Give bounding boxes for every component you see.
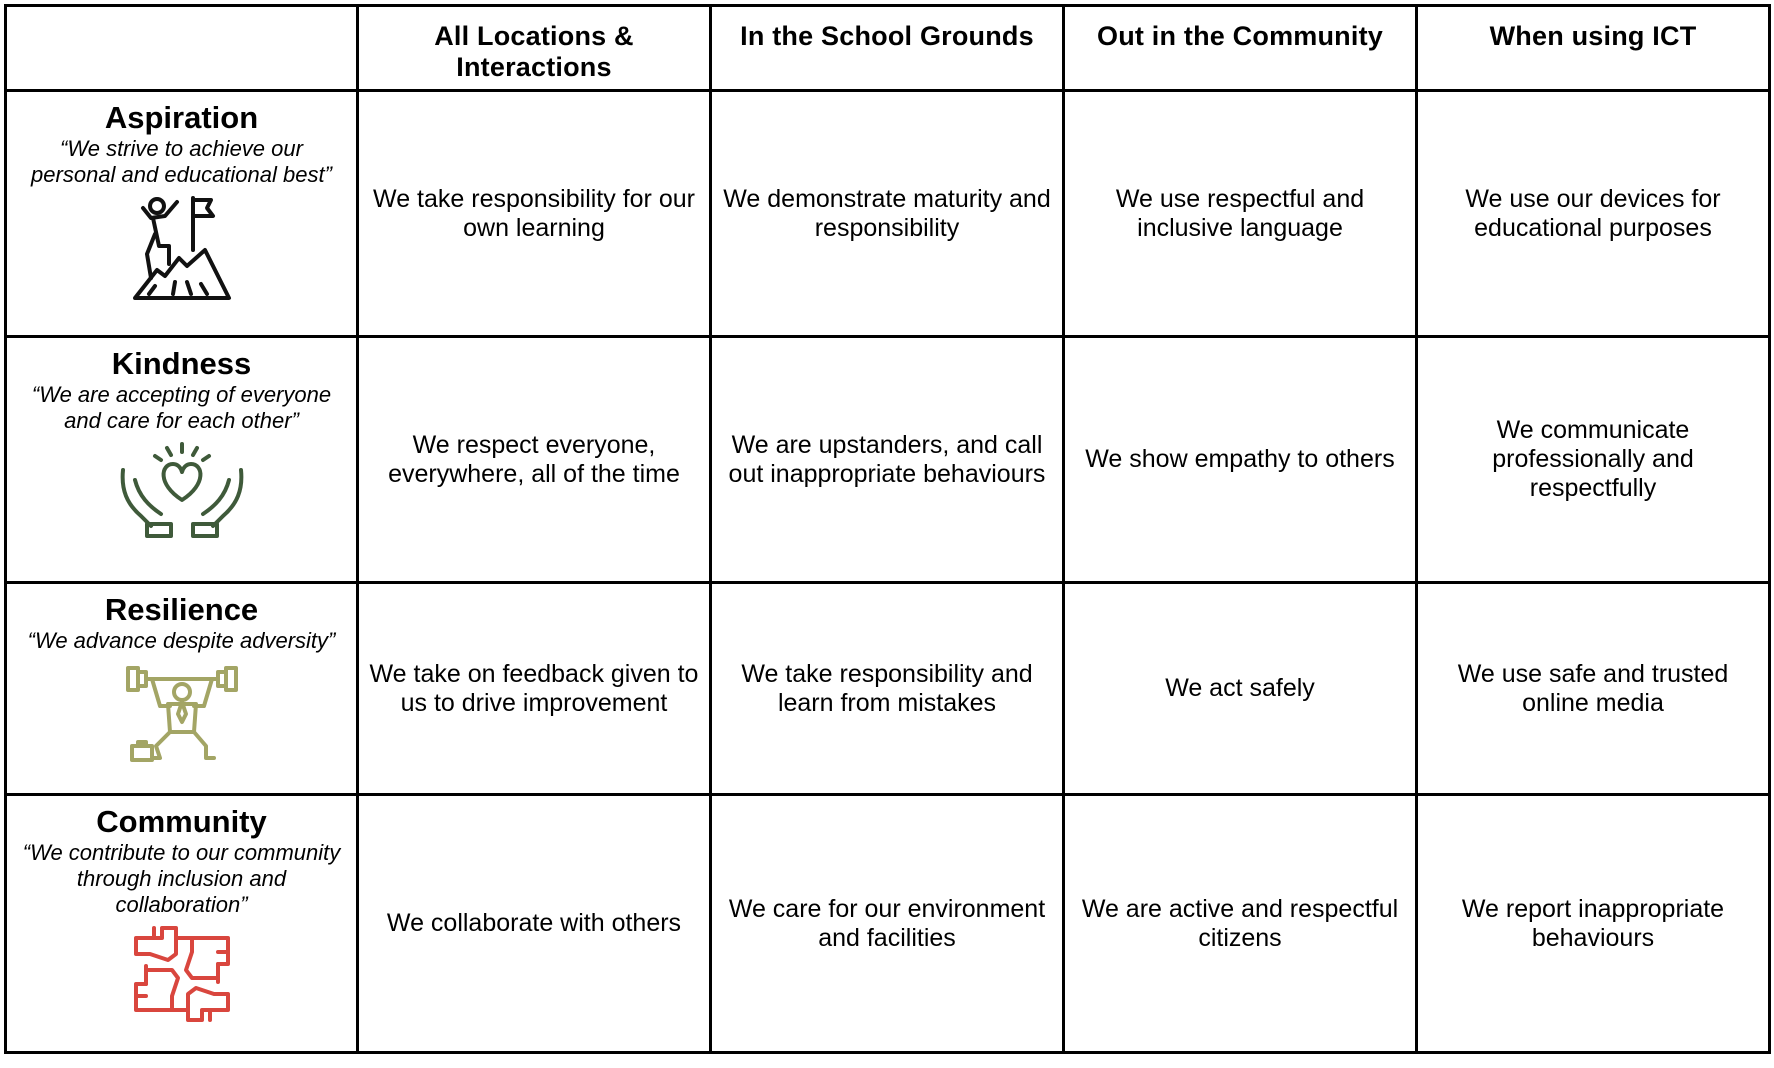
cell-kindness-ict: We communicate professionally and respectfully [1417, 337, 1770, 583]
linked-hands-icon [132, 924, 232, 1024]
weightlifter-icon [122, 660, 242, 764]
value-name: Aspiration [104, 100, 259, 135]
cell-kindness-all-locations: We respect everyone, everywhere, all of the time [358, 337, 711, 583]
cell-resilience-community: We act safely [1064, 583, 1417, 795]
value-name: Community [96, 804, 267, 839]
value-name: Resilience [104, 592, 259, 627]
value-cell-community [6, 795, 358, 1053]
header-school-grounds: In the School Grounds [711, 6, 1064, 91]
cell-community-all-locations: We collaborate with others [358, 795, 711, 1053]
value-cell-resilience [6, 583, 358, 795]
hands-heart-icon [117, 440, 247, 544]
value-cell-kindness [6, 337, 358, 583]
cell-aspiration-school-grounds: We demonstrate maturity and responsibility [711, 91, 1064, 337]
value-quote: “We strive to achieve our personal and educational best” [31, 136, 332, 187]
cell-resilience-school-grounds: We take responsibility and learn from mistakes [711, 583, 1064, 795]
value-name: Kindness [111, 346, 252, 381]
cell-kindness-community: We show empathy to others [1064, 337, 1417, 583]
value-quote: “We are accepting of everyone and care for each other” [31, 382, 332, 433]
header-ict: When using ICT [1417, 6, 1770, 91]
cell-community-ict: We report inappropriate behaviours [1417, 795, 1770, 1053]
row-resilience [6, 583, 1770, 795]
behaviour-matrix-table [4, 4, 1771, 1054]
value-quote: “We advance despite adversity” [27, 628, 336, 653]
row-aspiration [6, 91, 1770, 337]
cell-community-school-grounds: We care for our environment and facilities [711, 795, 1064, 1053]
cell-community-community: We are active and respectful citizens [1064, 795, 1417, 1053]
value-cell-aspiration [6, 91, 358, 337]
header-all-locations: All Locations & Interactions [358, 6, 711, 91]
cell-kindness-school-grounds: We are upstanders, and call out inappropriate behaviours [711, 337, 1064, 583]
cell-resilience-ict: We use safe and trusted online media [1417, 583, 1770, 795]
cell-aspiration-community: We use respectful and inclusive language [1064, 91, 1417, 337]
header-row [6, 6, 1770, 91]
header-community: Out in the Community [1064, 6, 1417, 91]
header-corner [6, 6, 358, 91]
cell-resilience-all-locations: We take on feedback given to us to drive improvement [358, 583, 711, 795]
cell-aspiration-ict: We use our devices for educational purposes [1417, 91, 1770, 337]
row-community [6, 795, 1770, 1053]
value-quote: “We contribute to our community through inclusion and collaboration” [22, 840, 341, 917]
climber-flag-icon [127, 194, 237, 304]
row-kindness [6, 337, 1770, 583]
cell-aspiration-all-locations: We take responsibility for our own learning [358, 91, 711, 337]
